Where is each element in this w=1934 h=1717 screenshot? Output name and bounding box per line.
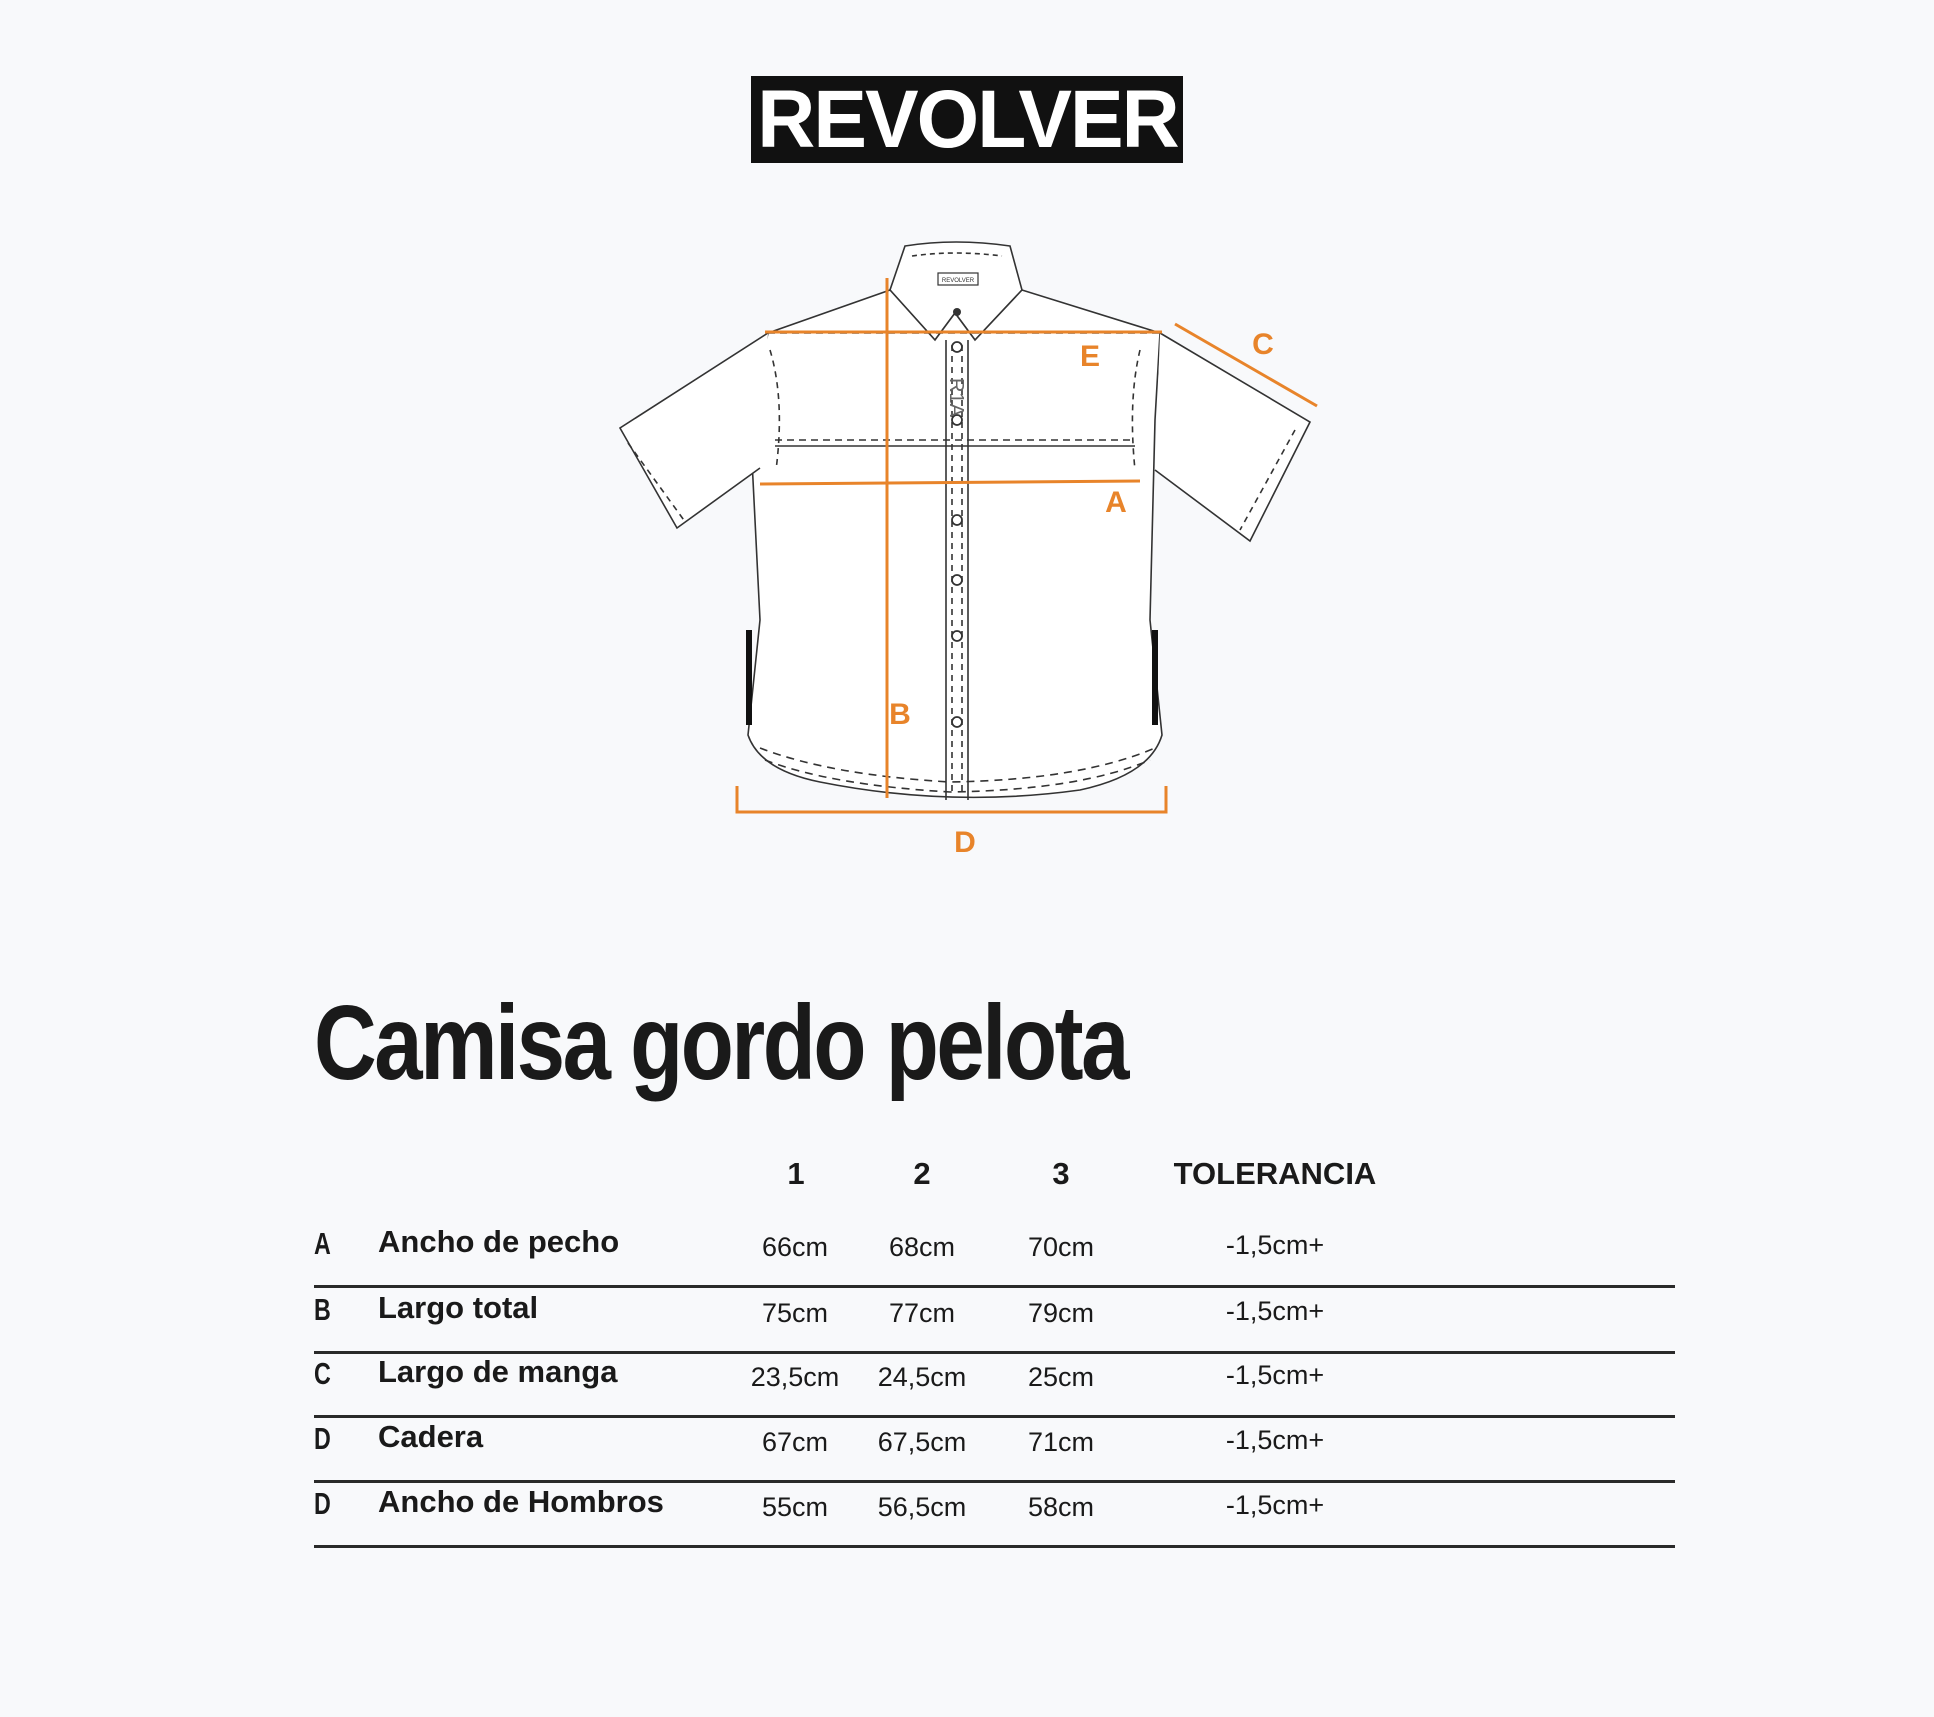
label-b: B [889,698,911,731]
placket-text: R1A [945,378,967,417]
cell-size-2: 68cm [888,1232,956,1262]
cell-tolerance: -1,5cm+ [1225,1296,1325,1326]
cell-tolerance: -1,5cm+ [1225,1425,1325,1455]
row-code: D [314,1421,331,1456]
cell-size-1: 75cm [761,1298,829,1328]
cell-tolerance: -1,5cm+ [1225,1230,1325,1260]
row-label: Cadera [378,1419,484,1454]
header-tolerance: TOLERANCIA [1173,1156,1377,1191]
row-label: Largo de manga [378,1354,618,1389]
header-size-3: 3 [1052,1156,1070,1191]
brand-logo-text: REVOLVER [756,73,1178,165]
cell-size-3: 25cm [1027,1362,1095,1392]
cell-size-2: 77cm [888,1298,956,1328]
table-row [314,1220,1675,1288]
cell-size-3: 70cm [1027,1232,1095,1262]
cell-size-1: 67cm [761,1427,829,1457]
collar-tag-text: REVOLVER [941,278,975,284]
cell-size-3: 58cm [1027,1492,1095,1522]
cell-size-2: 56,5cm [877,1492,967,1522]
cell-size-3: 71cm [1027,1427,1095,1457]
cell-tolerance: -1,5cm+ [1225,1360,1325,1390]
row-label: Ancho de pecho [378,1224,620,1259]
row-code: C [314,1356,331,1391]
label-d: D [954,826,976,859]
table-row [314,1415,1675,1483]
label-e: E [1079,340,1101,373]
cell-size-1: 66cm [761,1232,829,1262]
cell-size-2: 24,5cm [877,1362,967,1392]
cell-size-1: 55cm [761,1492,829,1522]
row-code: A [314,1226,331,1261]
header-size-1: 1 [787,1156,805,1191]
row-label: Ancho de Hombros [378,1484,664,1519]
table-row [314,1286,1675,1354]
row-code: D [314,1486,331,1521]
cell-size-2: 67,5cm [877,1427,967,1457]
collar-button [953,308,961,316]
label-a: A [1105,486,1127,519]
table-row [314,1480,1675,1548]
shirt-outline [620,242,1310,800]
row-label: Largo total [378,1290,539,1325]
cell-size-1: 23,5cm [750,1362,840,1392]
label-c: C [1252,328,1274,361]
header-size-2: 2 [913,1156,931,1191]
row-code: B [314,1292,331,1327]
table-row [314,1350,1675,1418]
product-title: Camisa gordo pelota [314,984,1127,1102]
cell-size-3: 79cm [1027,1298,1095,1328]
cell-tolerance: -1,5cm+ [1225,1490,1325,1520]
